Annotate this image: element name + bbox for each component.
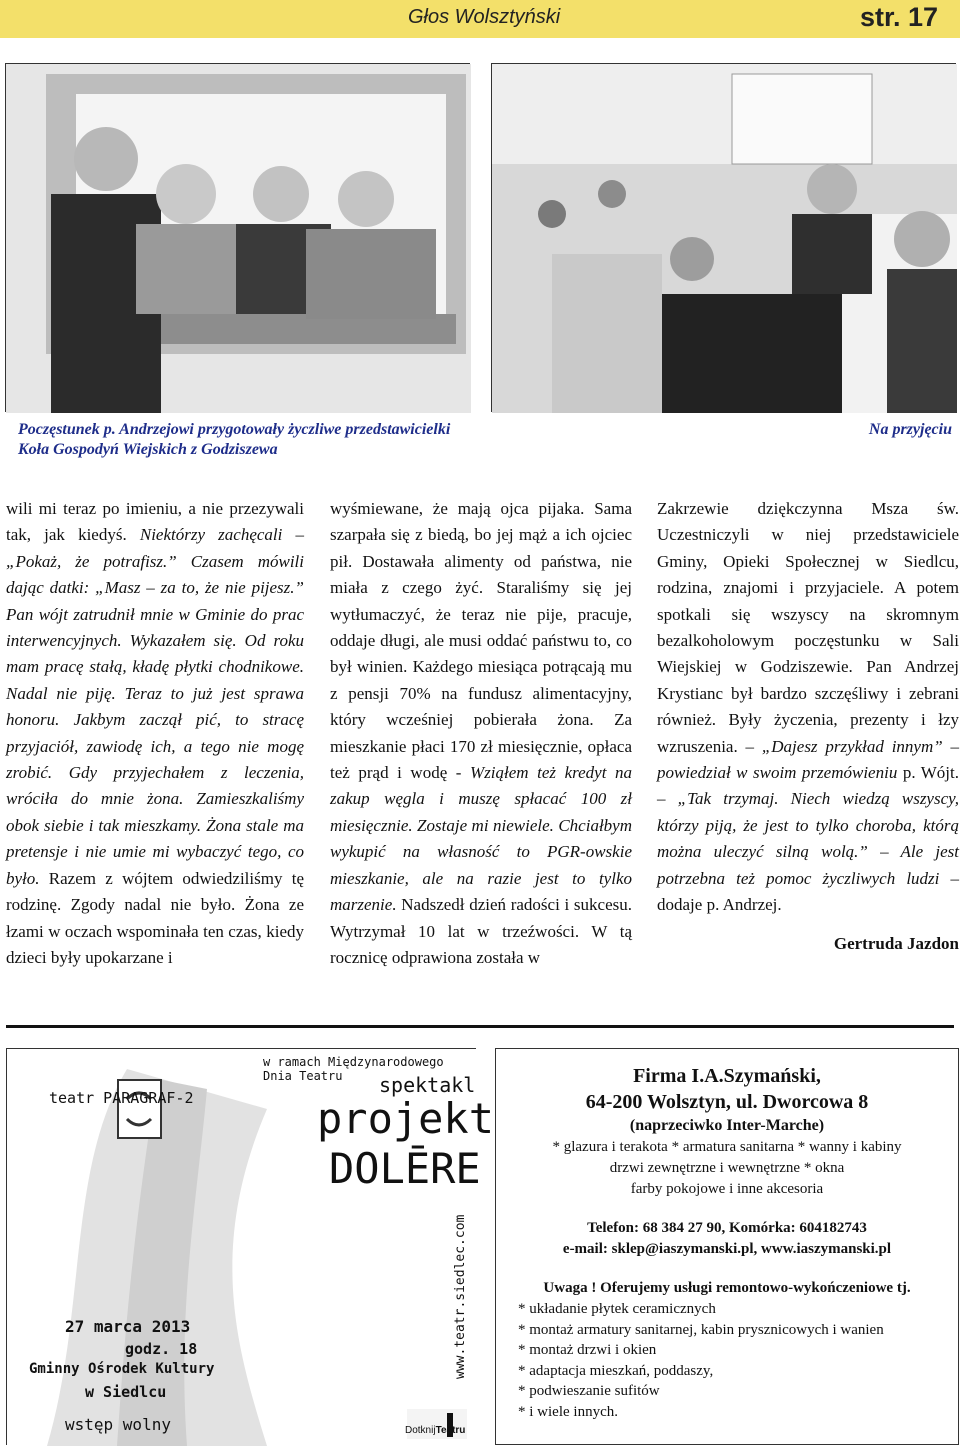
poster-logo-text: Dotknij	[405, 1425, 436, 1436]
poster-time: godz. 18	[125, 1340, 198, 1358]
article-text: Niektórzy zachęcali – „Pokaż, że potrafisz.” Czasem mówili dając datki: „Masz – za to, że nie pijesz.” Pan wójt zatrudnił mnie w Gminie do prac interwencyjnych. Wykazałem się. Od roku mam pracę stałą, kładę płytki chodnikowe. Nadal nie piję. Teraz to już jest sprawa honoru. Jakbym zaczął pić, to stracę przyjaciół, zawiodę ich, a tego nie mogę zrobić. Gdy przyjechałem z leczenia, wróciła do mnie żona. Zamieszkaliśmy obok siebie i tak mieszkamy. Żona stale ma pretensje i nie umie mi wybaczyć tego, co było.	[6, 525, 304, 888]
poster-logo	[405, 1425, 465, 1436]
ad-address: 64-200 Wolsztyn, ul. Dworcowa 8	[585, 1091, 869, 1113]
article-column-2	[330, 496, 632, 971]
ad-firm-name: Firma I.A.Szymański,	[633, 1065, 821, 1087]
list-item: * adaptacja mieszkań, poddaszy,	[518, 1362, 714, 1379]
poster-logo-text: Teatru	[435, 1425, 466, 1436]
article-text: –	[942, 736, 960, 756]
ad-products: farby pokojowe i inne akcesoria	[630, 1181, 824, 1197]
article-text: powiedział w swoim przemówieniu	[657, 763, 898, 783]
photo-caption-right: Na przyjęciu	[868, 421, 952, 438]
ad-location-note: (naprzeciwko Inter-Marche)	[629, 1117, 825, 1134]
article-text: – dodaje p. Andrzej.	[657, 868, 960, 915]
article-text: p. Wójt. –	[657, 763, 959, 809]
poster-venue-1: Gminny Ośrodek Kultury	[29, 1361, 215, 1377]
ad-products: * glazura i terakota * armatura sanitarna * wanny i kabiny	[552, 1139, 902, 1155]
article-column-3	[657, 496, 959, 957]
photo-party	[491, 63, 956, 412]
poster-date: 27 marca 2013	[65, 1317, 191, 1336]
list-item: * podwieszanie sufitów	[518, 1383, 660, 1399]
ad-services-list	[504, 1299, 950, 1422]
article-author: Gertruda Jazdon	[833, 933, 959, 953]
poster-top-note: w ramach Międzynarodowego Dnia Teatru	[263, 1055, 444, 1083]
list-item: * montaż drzwi i okien	[518, 1342, 657, 1358]
ad-phone: Telefon: 68 384 27 90, Komórka: 604182743	[587, 1220, 867, 1236]
poster-kind: spektakl	[379, 1073, 476, 1097]
poster-title-line1: projekt	[317, 1094, 495, 1143]
poster-title-line2: DOLĒRE	[329, 1144, 481, 1193]
article-text: wili mi teraz po imieniu, a nie przezywali tak, jak kiedyś.	[6, 499, 304, 545]
list-item: * układanie płytek ceramicznych	[518, 1301, 716, 1317]
ad-offer-heading: Uwaga ! Oferujemy usługi remontowo-wykończeniowe tj.	[543, 1280, 911, 1296]
photo-party-image	[492, 64, 957, 413]
article-text: „Tak trzymaj. Niech wiedzą wszyscy, którzy piją, że jest to tylko choroba, którą można uleczyć silną wolą.” – Ale jest potrzebna też pomoc życzliwych ludzi	[657, 789, 960, 888]
article-text: wyśmiewane, że mają ojca pijaka. Sama szarpała się z biedą, bo jej mąż a ich ojciec pił. Dostawała alimenty od państwa, nie miała z czego żyć. Staraliśmy się jej wytłumaczyć, że teraz nie pije, pracuje, oddaje długi, ale musi oddać państwu to, co był winien. Każdego miesiąca potrącają mu z pensji 70% na fundusz alimentacyjny, który wcześniej pobierała żona. Za mieszkanie płaci 170 zł miesięcznie, opłaca też prąd i wodę -	[330, 499, 632, 783]
poster-entry: wstęp wolny	[65, 1415, 171, 1434]
article-text: „Dajesz przykład innym”	[761, 736, 943, 756]
business-advertisement	[495, 1048, 959, 1445]
article-text: Wziąłem też kredyt na zakup węgla i muszę spłacać 100 zł miesięcznie. Zostaje mi niewiele. Chciałbym wykupić na własność to PGR-owskie mieszkanie, ale na razie jest to tylko marzenie.	[330, 763, 632, 915]
photo-hostesses-image	[6, 64, 471, 413]
photo-hostesses	[5, 63, 470, 412]
photo-caption-left: Poczęstunek p. Andrzejowi przygotowały życzliwe przedstawicielki Koła Gospodyń Wiejskich z Godziszewa	[18, 421, 451, 458]
article-text: Razem z wójtem odwiedziliśmy tę rodzinę. Zgody nadal nie było. Żona ze łzami w oczach wspominała ten czas, kiedy dzieci były upokarzane i	[6, 868, 304, 967]
article-text: Nadszedł dzień radości i sukcesu. Wytrzymał 10 lat w trzeźwości. W tą rocznicę odprawiona została w	[330, 895, 632, 967]
page-header	[0, 0, 960, 38]
list-item: * montaż armatury sanitarnej, kabin prysznicowych i wanien	[518, 1321, 884, 1338]
poster-website: www.teatr.siedlec.com	[453, 1214, 468, 1379]
poster-theatre: teatr PARAGRAF-2	[49, 1089, 194, 1107]
list-item: * i wiele innych.	[518, 1403, 618, 1420]
section-divider	[6, 1025, 954, 1028]
poster-venue-2: w Siedlcu	[85, 1383, 167, 1401]
page-number: str. 17	[859, 2, 938, 32]
ad-products: drzwi zewnętrzne i wewnętrzne * okna	[609, 1160, 845, 1176]
article-text: Zakrzewie dziękczynna Msza św. Uczestniczyli w niej przedstawiciele Gminy, Opieki Społecznej w Siedlcu, rodzina, znajomi i przyjaciele. A potem spotkali się wszyscy na skromnym bezalkoholowym poczęstunku w Sali Wiejskiej w Godziszewie. Pan Andrzej Krystianc był bardzo szczęśliwy i zebrani również. Były życzenia, prezenty i łzy wzruszenia. –	[657, 499, 959, 756]
theatre-poster	[6, 1048, 495, 1445]
newspaper-name: Głos Wolsztyński	[408, 6, 561, 28]
article-column-1	[6, 496, 304, 971]
ad-email: e-mail: sklep@iaszymanski.pl, www.iaszymanski.pl	[562, 1241, 892, 1257]
